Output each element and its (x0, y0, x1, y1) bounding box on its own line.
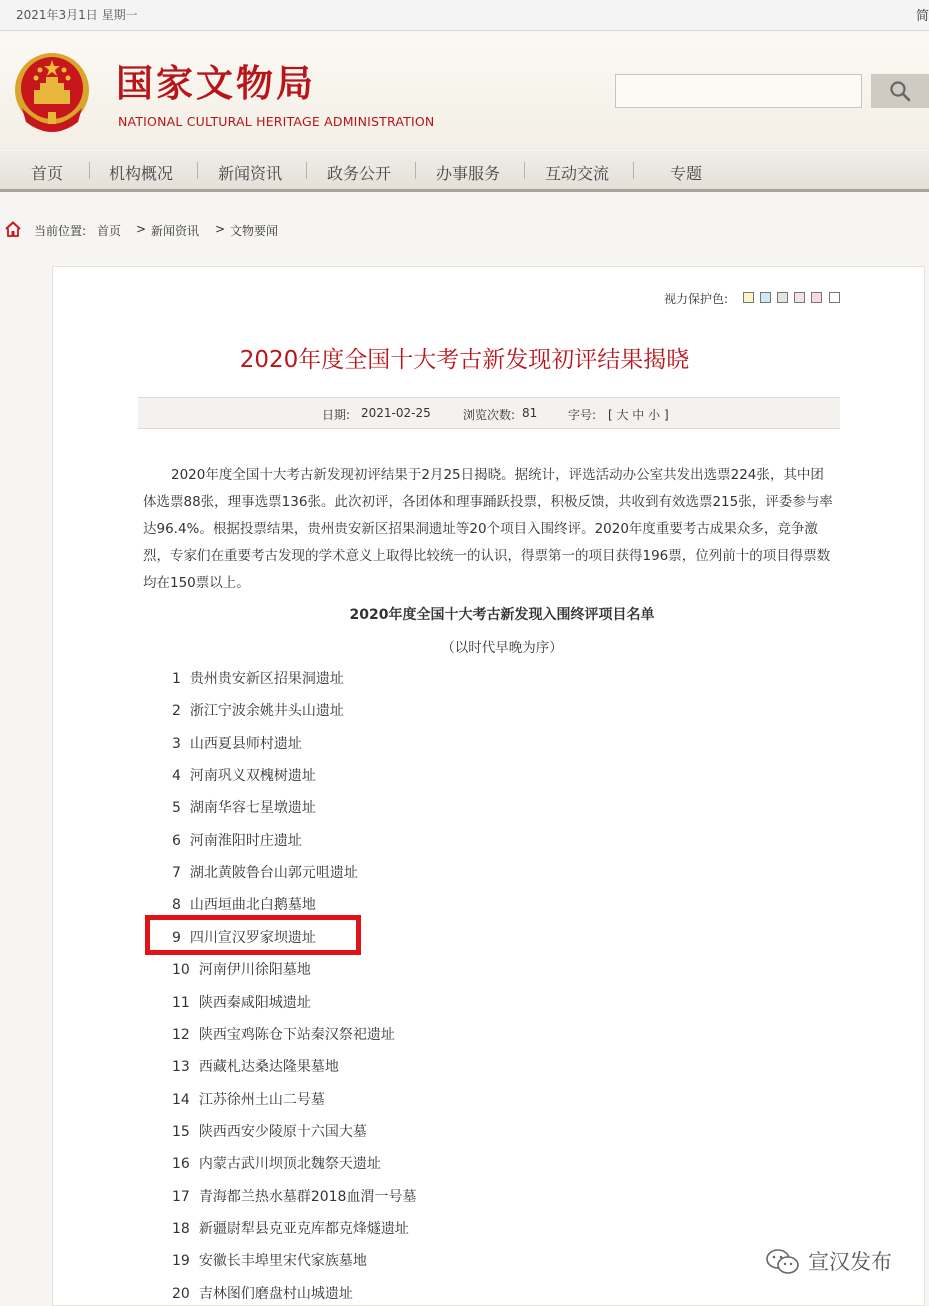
list-item-number: 14 (172, 1091, 190, 1108)
breadcrumb (0, 218, 929, 240)
list-item-name: 河南淮阳时庄遗址 (189, 832, 302, 849)
list-item (172, 862, 358, 882)
search-icon (889, 80, 911, 102)
list-item-name: 湖南华容七星墩遗址 (189, 800, 316, 817)
list-item-name: 陕西西安少陵原十六国大墓 (198, 1123, 367, 1140)
breadcrumb-separator: > (136, 222, 147, 236)
list-item-name: 湖北黄陂鲁台山郭元咀遗址 (189, 865, 358, 882)
list-item-number: 12 (172, 1026, 190, 1043)
list-item-name: 山西夏县师村遗址 (189, 735, 302, 752)
list-item-name: 河南伊川徐阳墓地 (198, 962, 311, 979)
list-item (172, 1056, 339, 1076)
search-button[interactable] (871, 74, 929, 108)
list-item-name: 陕西宝鸡陈仓下站秦汉祭祀遗址 (198, 1026, 395, 1043)
list-item (172, 1186, 416, 1206)
current-date: 2021年3月1日 星期一 (16, 8, 138, 22)
list-item-name: 青海都兰热水墓群2018血渭一号墓 (198, 1188, 417, 1205)
nav-divider (633, 162, 634, 179)
list-item (172, 1024, 395, 1044)
breadcrumb-item-current[interactable]: 文物要闻 (230, 224, 279, 238)
list-item-number: 8 (172, 897, 181, 914)
font-size-switch[interactable]: [ 大 中 小 ] (608, 408, 669, 422)
nav-divider (524, 162, 525, 179)
font-size-label: 字号: (568, 408, 597, 422)
list-item-number: 13 (172, 1059, 190, 1076)
top-date-bar (0, 0, 929, 31)
color-swatch-gray[interactable] (777, 292, 788, 303)
list-item (172, 959, 311, 979)
article-paragraph: 2020年度全国十大考古新发现初评结果于2月25日揭晓。据统计，评选活动办公室共发出选票224张，其中团体选票88张，理事选票136张。此次初评，各团体和理事踊跃投票，积极反馈，共收到有效选票215张，评委参与率达96.4%。根据投票结果，贵州贵安新区招果洞遗址等20个项目入围终评。2020年度重要考古成果众多，竞争激烈，专家们在重要考古发现的学术意义上取得比较统一的认识，得票第一的项目获得196票，位列前十的项目得票数均在150票以上。 (143, 467, 833, 591)
list-item-name: 吉林图们磨盘村山城遗址 (198, 1285, 353, 1302)
site-header (0, 31, 929, 150)
breadcrumb-item-home[interactable]: 首页 (97, 224, 122, 238)
breadcrumb-item-news[interactable]: 新闻资讯 (151, 224, 200, 238)
list-item (172, 1283, 353, 1303)
highlight-box (145, 915, 361, 955)
list-item (172, 700, 344, 720)
list-item-number: 7 (172, 865, 181, 882)
list-item-number: 1 (172, 671, 181, 687)
list-subtitle: （以时代早晚为序） (441, 640, 563, 656)
language-switch-link[interactable]: 简 (915, 9, 929, 24)
list-item (172, 1250, 367, 1270)
site-name-en: NATIONAL CULTURAL HERITAGE ADMINISTRATION (118, 114, 435, 129)
list-item-name: 陕西秦咸阳城遗址 (198, 994, 311, 1011)
nav-item-topics[interactable]: 专题 (670, 164, 703, 183)
list-item-number: 18 (172, 1220, 190, 1237)
site-name-cn[interactable]: 国家文物局 (116, 61, 316, 105)
list-item-number: 6 (172, 832, 181, 849)
list-item (172, 894, 316, 914)
publish-date: 2021-02-25 (361, 406, 431, 420)
list-item-number: 4 (172, 768, 181, 785)
watermark-text: 宣汉发布 (808, 1250, 892, 1274)
color-swatch-white[interactable] (829, 292, 840, 303)
nav-item-services[interactable]: 办事服务 (436, 164, 501, 183)
article-meta-bar (138, 397, 840, 429)
nav-item-gov-affairs[interactable]: 政务公开 (327, 164, 392, 183)
search-input[interactable] (615, 74, 862, 108)
list-item-name: 浙江宁波余姚井头山遗址 (189, 703, 344, 720)
list-item-name: 四川宣汉罗家坝遗址 (189, 929, 316, 946)
nav-divider (89, 162, 90, 179)
breadcrumb-prefix: 当前位置: (34, 224, 87, 238)
nav-item-interaction[interactable]: 互动交流 (545, 164, 610, 183)
list-item (172, 830, 302, 850)
color-swatch-yellow[interactable] (743, 292, 754, 303)
list-item-number: 19 (172, 1253, 190, 1270)
list-item-number: 20 (172, 1285, 190, 1302)
list-item-name: 安徽长丰埠里宋代家族墓地 (198, 1253, 367, 1270)
nav-divider (306, 162, 307, 179)
list-item-number: 2 (172, 703, 181, 720)
nav-item-news[interactable]: 新闻资讯 (218, 164, 283, 183)
views-label: 浏览次数: (463, 408, 516, 422)
wechat-icon (765, 1248, 801, 1276)
list-item-name: 西藏札达桑达隆果墓地 (198, 1059, 339, 1076)
list-item (172, 1089, 325, 1109)
color-swatch-pink[interactable] (794, 292, 805, 303)
color-swatch-rose[interactable] (811, 292, 822, 303)
list-item-number: 15 (172, 1123, 190, 1140)
list-item-number: 3 (172, 735, 181, 752)
list-item (172, 733, 302, 753)
list-item (172, 765, 316, 785)
list-item-number: 11 (172, 994, 190, 1011)
nav-divider (415, 162, 416, 179)
list-item-name: 内蒙古武川坝顶北魏祭天遗址 (198, 1156, 381, 1173)
list-title: 2020年度全国十大考古新发现入围终评项目名单 (349, 607, 655, 623)
list-item (172, 1153, 381, 1173)
national-emblem-icon (12, 50, 92, 134)
list-item-number: 16 (172, 1156, 190, 1173)
home-icon (4, 220, 22, 238)
list-item (172, 1121, 367, 1141)
list-item-number: 5 (172, 800, 181, 817)
color-swatch-blue[interactable] (760, 292, 771, 303)
list-item-name: 新疆尉犁县克亚克库都克烽燧遗址 (198, 1220, 409, 1237)
breadcrumb-separator: > (215, 222, 226, 236)
list-item-number: 9 (172, 929, 181, 946)
views-count: 81 (522, 406, 538, 420)
nav-item-home[interactable]: 首页 (31, 164, 64, 183)
nav-divider (197, 162, 198, 179)
list-item-name: 河南巩义双槐树遗址 (189, 768, 316, 785)
list-item-name: 山西垣曲北白鹅墓地 (189, 897, 316, 914)
list-item (172, 992, 311, 1012)
list-item (172, 668, 344, 688)
article-title: 2020年度全国十大考古新发现初评结果揭晓 (239, 347, 690, 373)
main-nav (0, 151, 929, 192)
vision-protect-label: 视力保护色: (664, 292, 729, 306)
list-item-name: 贵州贵安新区招果洞遗址 (189, 671, 344, 687)
date-label: 日期: (322, 408, 351, 422)
list-item-number: 10 (172, 962, 190, 979)
list-item-number: 17 (172, 1188, 190, 1205)
list-item (172, 1218, 409, 1238)
nav-item-about[interactable]: 机构概况 (109, 164, 174, 183)
list-item (172, 797, 316, 817)
list-item-name: 江苏徐州土山二号墓 (198, 1091, 325, 1108)
